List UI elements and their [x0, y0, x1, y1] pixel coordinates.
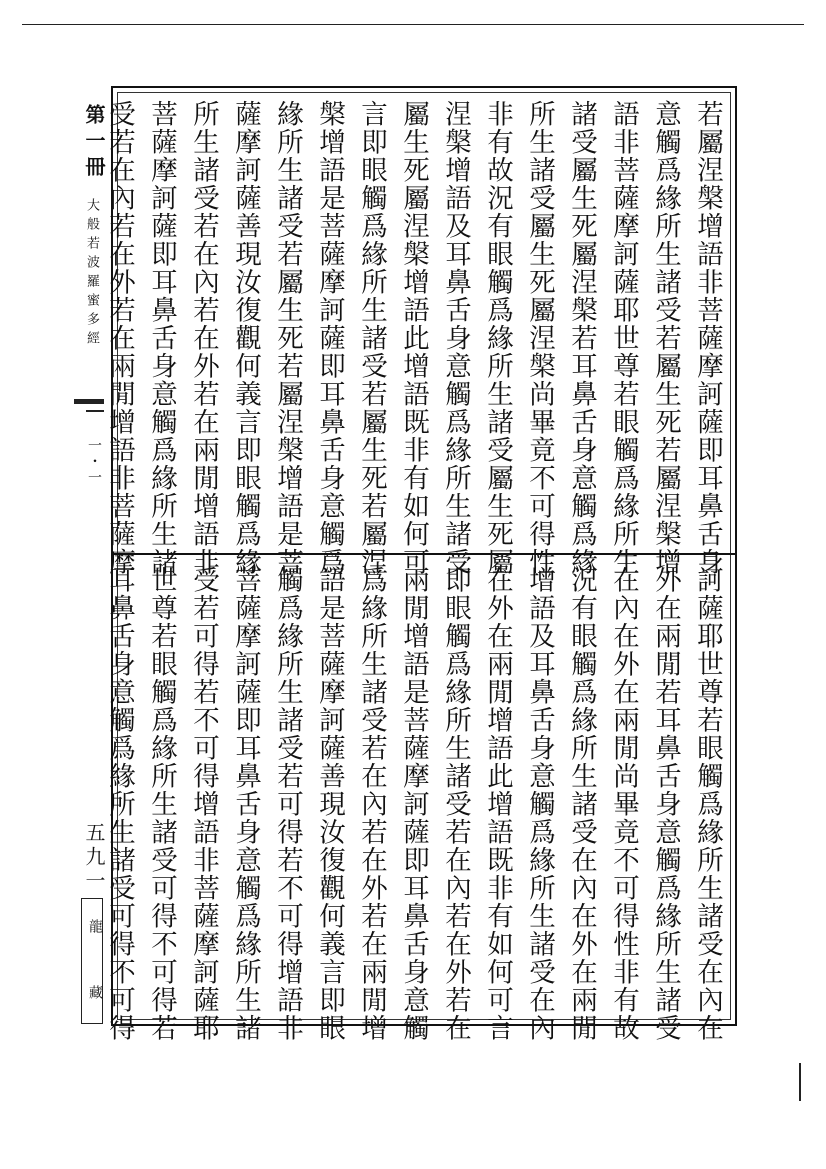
text-column: 所生諸受屬生死屬涅槃尚畢竟不可得性 — [524, 100, 555, 576]
text-column: 言即眼觸爲緣所生諸受若屬生死若屬涅 — [356, 100, 387, 576]
text-column: 涅槃增語及耳鼻舌身意觸爲緣所生諸受 — [440, 100, 471, 576]
text-column: 意觸爲緣所生諸受若屬生死若屬涅槃增 — [650, 100, 681, 576]
text-column: 訶薩耶世尊若眼觸爲緣所生諸受在內在 — [692, 566, 723, 1042]
text-column: 語是菩薩摩訶薩善現汝復觀何義言即眼 — [314, 566, 345, 1042]
text-column: 所生諸受若在內若在外若在兩閒增語非 — [188, 100, 219, 576]
page-number: 五九一 — [82, 822, 106, 894]
upper-register — [104, 100, 728, 576]
text-column: 在內在外在兩閒尚畢竟不可得性非有故 — [608, 566, 639, 1042]
text-column: 世尊若眼觸爲緣所生諸受可得不可得若 — [146, 566, 177, 1042]
section-label: 一・一 — [86, 438, 102, 486]
text-column: 菩薩摩訶薩即耳鼻舌身意觸爲緣所生諸 — [230, 566, 261, 1042]
text-column: 在外在兩閒增語此增語既非有如何可言 — [482, 566, 513, 1042]
right-edge-mark — [799, 1063, 801, 1101]
text-column: 諸受屬生死屬涅槃若耳鼻舌身意觸爲緣 — [566, 100, 597, 576]
text-column: 屬生死屬涅槃增語此增語既非有如何可 — [398, 100, 429, 576]
text-column: 外在兩閒若耳鼻舌身意觸爲緣所生諸受 — [650, 566, 681, 1042]
text-column: 緣所生諸受若屬生死若屬涅槃增語是菩 — [272, 100, 303, 576]
text-column: 兩閒增語是菩薩摩訶薩即耳鼻舌身意觸 — [398, 566, 429, 1042]
sutra-title: 大般若波羅蜜多經 — [84, 198, 99, 350]
text-column: 受若在內若在外若在兩閒增語非菩薩摩 — [104, 100, 135, 576]
text-column: 受若可得若不可得增語非菩薩摩訶薩耶 — [188, 566, 219, 1042]
text-column: 增語及耳鼻舌身意觸爲緣所生諸受在內 — [524, 566, 555, 1042]
volume-label: 第一冊 — [82, 104, 106, 182]
text-column: 非有故況有眼觸爲緣所生諸受屬生死屬 — [482, 100, 513, 576]
top-scan-rule — [22, 24, 804, 25]
text-column: 槃增語是菩薩摩訶薩即耳鼻舌身意觸爲 — [314, 100, 345, 576]
text-column: 薩摩訶薩善現汝復觀何義言即眼觸爲緣 — [230, 100, 261, 576]
edition-label: 龍藏 — [87, 919, 103, 1051]
text-column: 況有眼觸爲緣所生諸受在內在外在兩閒 — [566, 566, 597, 1042]
text-column: 觸爲緣所生諸受若可得若不可得增語非 — [272, 566, 303, 1042]
text-column: 耳鼻舌身意觸爲緣所生諸受可得不可得 — [104, 566, 135, 1042]
text-column: 爲緣所生諸受若在內若在外若在兩閒增 — [356, 566, 387, 1042]
text-column: 即眼觸爲緣所生諸受若在內若在外若在 — [440, 566, 471, 1042]
text-column: 若屬涅槃增語非菩薩摩訶薩即耳鼻舌身 — [692, 100, 723, 576]
text-column: 語非菩薩摩訶薩耶世尊若眼觸爲緣所生 — [608, 100, 639, 576]
text-column: 菩薩摩訶薩即耳鼻舌身意觸爲緣所生諸 — [146, 100, 177, 576]
lower-register — [104, 566, 728, 1042]
